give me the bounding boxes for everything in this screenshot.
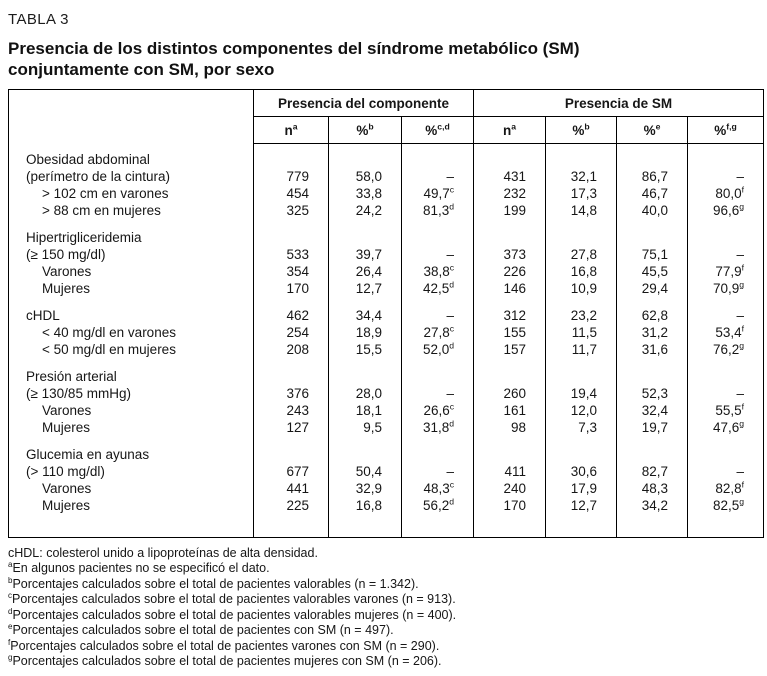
value-cell: –: [688, 246, 764, 263]
value-cell: 677: [254, 463, 329, 480]
value-cell: 19,7: [617, 419, 688, 436]
column-header: %$^{f,g}$: [688, 117, 764, 144]
value-cell: 26,4: [329, 263, 402, 280]
value-cell: [402, 358, 474, 385]
table-title: [8, 38, 759, 80]
table-row: [9, 297, 764, 324]
value-cell: [546, 436, 617, 463]
row-label: Mujeres: [42, 419, 91, 435]
value-cell: 31,6: [617, 341, 688, 358]
value-cell: 157: [474, 341, 546, 358]
value-cell: 411: [474, 463, 546, 480]
value-cell: 52,0$^d$: [402, 341, 474, 358]
value-cell: 18,1: [329, 402, 402, 419]
value-cell: –: [402, 297, 474, 324]
value-cell: 81,3$^d$: [402, 202, 474, 219]
value-cell: 312: [474, 297, 546, 324]
row-label: Mujeres: [42, 280, 91, 296]
value-cell: [617, 219, 688, 246]
value-cell: [474, 219, 546, 246]
value-cell: 441: [254, 480, 329, 497]
value-cell: 18,9: [329, 324, 402, 341]
table-row: [9, 480, 764, 497]
value-cell: 38,8$^c$: [402, 263, 474, 280]
value-cell: 33,8: [329, 185, 402, 202]
value-cell: 161: [474, 402, 546, 419]
value-cell: 47,6$^g$: [688, 419, 764, 436]
row-label: (≥ 150 mg/dl): [26, 246, 106, 262]
value-cell: 29,4: [617, 280, 688, 297]
value-cell: [474, 144, 546, 168]
table-row: [9, 246, 764, 263]
table-row: [9, 219, 764, 246]
value-cell: [688, 219, 764, 246]
footnote: $^f$Porcentajes calculados sobre el total de pacientes varones con SM (n = 290).: [8, 637, 440, 653]
value-cell: 12,7: [546, 497, 617, 538]
row-label: Varones: [42, 263, 92, 279]
value-cell: 82,7: [617, 463, 688, 480]
value-cell: [617, 144, 688, 168]
row-label: Presión arterial: [26, 368, 117, 384]
row-label: > 88 cm en mujeres: [42, 202, 161, 218]
value-cell: [688, 144, 764, 168]
value-cell: 16,8: [329, 497, 402, 538]
table-row: [9, 402, 764, 419]
row-label: Glucemia en ayunas: [26, 446, 150, 462]
value-cell: 533: [254, 246, 329, 263]
column-header: %$^b$: [329, 117, 402, 144]
value-cell: 376: [254, 385, 329, 402]
footnotes: [8, 546, 759, 670]
value-cell: 373: [474, 246, 546, 263]
value-cell: 50,4: [329, 463, 402, 480]
table-row: [9, 280, 764, 297]
value-cell: 34,4: [329, 297, 402, 324]
value-cell: [402, 436, 474, 463]
value-cell: –: [402, 463, 474, 480]
value-cell: 34,2: [617, 497, 688, 538]
table-title-line1: Presencia de los distintos componentes del síndrome metabólico (SM): [8, 39, 580, 58]
value-cell: 76,2$^g$: [688, 341, 764, 358]
table-row: [9, 436, 764, 463]
group-header-row: [9, 90, 764, 117]
value-cell: 27,8$^c$: [402, 324, 474, 341]
value-cell: 98: [474, 419, 546, 436]
value-cell: [329, 144, 402, 168]
table-row: [9, 341, 764, 358]
value-cell: 325: [254, 202, 329, 219]
value-cell: 96,6$^g$: [688, 202, 764, 219]
footnote: cHDL: colesterol unido a lipoproteínas de alta densidad.: [8, 545, 318, 560]
value-cell: 225: [254, 497, 329, 538]
value-cell: 14,8: [546, 202, 617, 219]
table-row: [9, 168, 764, 185]
row-label: < 40 mg/dl en varones: [42, 324, 176, 340]
value-cell: [617, 358, 688, 385]
value-cell: 80,0$^f$: [688, 185, 764, 202]
value-cell: 77,9$^f$: [688, 263, 764, 280]
value-cell: 53,4$^f$: [688, 324, 764, 341]
value-cell: 86,7: [617, 168, 688, 185]
value-cell: 26,6$^c$: [402, 402, 474, 419]
value-cell: 431: [474, 168, 546, 185]
value-cell: 32,1: [546, 168, 617, 185]
value-cell: 58,0: [329, 168, 402, 185]
value-cell: 70,9$^g$: [688, 280, 764, 297]
value-cell: 31,8$^d$: [402, 419, 474, 436]
value-cell: 155: [474, 324, 546, 341]
row-label: cHDL: [26, 307, 60, 323]
table-row: [9, 202, 764, 219]
value-cell: [474, 358, 546, 385]
value-cell: [329, 219, 402, 246]
row-label: Hipertrigliceridemia: [26, 229, 142, 245]
value-cell: 226: [474, 263, 546, 280]
value-cell: 146: [474, 280, 546, 297]
data-table: [8, 89, 764, 538]
footnote: $^a$En algunos pacientes no se especificó el dato.: [8, 559, 270, 575]
value-cell: [546, 358, 617, 385]
value-cell: 17,9: [546, 480, 617, 497]
row-label: (> 110 mg/dl): [26, 463, 105, 479]
value-cell: 11,5: [546, 324, 617, 341]
column-header: $n^a$: [474, 117, 546, 144]
value-cell: 127: [254, 419, 329, 436]
table-row: [9, 497, 764, 538]
value-cell: 15,5: [329, 341, 402, 358]
table-row: [9, 463, 764, 480]
column-header: %$^e$: [617, 117, 688, 144]
value-cell: 28,0: [329, 385, 402, 402]
value-cell: 48,3: [617, 480, 688, 497]
value-cell: [254, 358, 329, 385]
value-cell: 170: [254, 280, 329, 297]
value-cell: 243: [254, 402, 329, 419]
value-cell: 32,4: [617, 402, 688, 419]
column-header: $n^a$: [254, 117, 329, 144]
column-header: %$^b$: [546, 117, 617, 144]
column-group-presencia-componente: Presencia del componente: [254, 90, 474, 117]
table-row: [9, 419, 764, 436]
value-cell: 779: [254, 168, 329, 185]
value-cell: 52,3: [617, 385, 688, 402]
value-cell: 49,7$^c$: [402, 185, 474, 202]
value-cell: 62,8: [617, 297, 688, 324]
value-cell: –: [402, 385, 474, 402]
value-cell: [688, 358, 764, 385]
value-cell: –: [402, 246, 474, 263]
value-cell: –: [688, 297, 764, 324]
value-cell: 11,7: [546, 341, 617, 358]
value-cell: 55,5$^f$: [688, 402, 764, 419]
row-label: Varones: [42, 402, 92, 418]
value-cell: 46,7: [617, 185, 688, 202]
footnote: $^d$Porcentajes calculados sobre el total de pacientes valorables mujeres (n = 400).: [8, 606, 457, 622]
value-cell: 24,2: [329, 202, 402, 219]
value-cell: –: [402, 168, 474, 185]
value-cell: 45,5: [617, 263, 688, 280]
value-cell: 30,6: [546, 463, 617, 480]
column-header: %$^{c,d}$: [402, 117, 474, 144]
value-cell: 7,3: [546, 419, 617, 436]
value-cell: 12,0: [546, 402, 617, 419]
row-label: < 50 mg/dl en mujeres: [42, 341, 176, 357]
value-cell: [474, 436, 546, 463]
value-cell: 232: [474, 185, 546, 202]
row-label: Obesidad abdominal: [26, 151, 150, 167]
value-cell: 42,5$^d$: [402, 280, 474, 297]
value-cell: [254, 144, 329, 168]
value-cell: 462: [254, 297, 329, 324]
value-cell: 82,5$^g$: [688, 497, 764, 538]
table-label: TABLA 3: [8, 11, 69, 28]
value-cell: 16,8: [546, 263, 617, 280]
page: [0, 11, 767, 676]
value-cell: [546, 219, 617, 246]
table-row: [9, 358, 764, 385]
value-cell: –: [688, 463, 764, 480]
corner-cell: [9, 90, 254, 144]
row-label: (perímetro de la cintura): [26, 168, 171, 184]
table-row: [9, 185, 764, 202]
value-cell: 10,9: [546, 280, 617, 297]
footnote: $^b$Porcentajes calculados sobre el total de pacientes valorables (n = 1.342).: [8, 575, 419, 591]
value-cell: 19,4: [546, 385, 617, 402]
value-cell: 12,7: [329, 280, 402, 297]
table-row: [9, 144, 764, 168]
row-label: > 102 cm en varones: [42, 185, 169, 201]
value-cell: 170: [474, 497, 546, 538]
value-cell: [402, 144, 474, 168]
footnote: $^c$Porcentajes calculados sobre el total de pacientes valorables varones (n = 913).: [8, 590, 456, 606]
value-cell: 23,2: [546, 297, 617, 324]
table-row: [9, 324, 764, 341]
value-cell: 31,2: [617, 324, 688, 341]
value-cell: –: [688, 385, 764, 402]
table-row: [9, 263, 764, 280]
value-cell: 75,1: [617, 246, 688, 263]
table-title-line2: conjuntamente con SM, por sexo: [8, 60, 275, 79]
value-cell: 199: [474, 202, 546, 219]
row-label: (≥ 130/85 mmHg): [26, 385, 131, 401]
footnote: $^e$Porcentajes calculados sobre el total de pacientes con SM (n = 497).: [8, 621, 394, 637]
value-cell: [546, 144, 617, 168]
value-cell: 39,7: [329, 246, 402, 263]
row-label: Mujeres: [42, 497, 91, 513]
footnote: $^g$Porcentajes calculados sobre el total de pacientes mujeres con SM (n = 206).: [8, 652, 442, 668]
table-row: [9, 385, 764, 402]
value-cell: 254: [254, 324, 329, 341]
value-cell: 56,2$^d$: [402, 497, 474, 538]
column-group-presencia-sm: Presencia de SM: [474, 90, 764, 117]
value-cell: 354: [254, 263, 329, 280]
value-cell: [688, 436, 764, 463]
value-cell: [254, 436, 329, 463]
value-cell: [402, 219, 474, 246]
value-cell: 17,3: [546, 185, 617, 202]
value-cell: 32,9: [329, 480, 402, 497]
value-cell: 27,8: [546, 246, 617, 263]
value-cell: –: [688, 168, 764, 185]
value-cell: 208: [254, 341, 329, 358]
value-cell: [617, 436, 688, 463]
value-cell: 454: [254, 185, 329, 202]
value-cell: 40,0: [617, 202, 688, 219]
value-cell: [329, 358, 402, 385]
value-cell: 48,3$^c$: [402, 480, 474, 497]
value-cell: [329, 436, 402, 463]
value-cell: [254, 219, 329, 246]
row-label: Varones: [42, 480, 92, 496]
value-cell: 82,8$^f$: [688, 480, 764, 497]
value-cell: 260: [474, 385, 546, 402]
value-cell: 240: [474, 480, 546, 497]
value-cell: 9,5: [329, 419, 402, 436]
